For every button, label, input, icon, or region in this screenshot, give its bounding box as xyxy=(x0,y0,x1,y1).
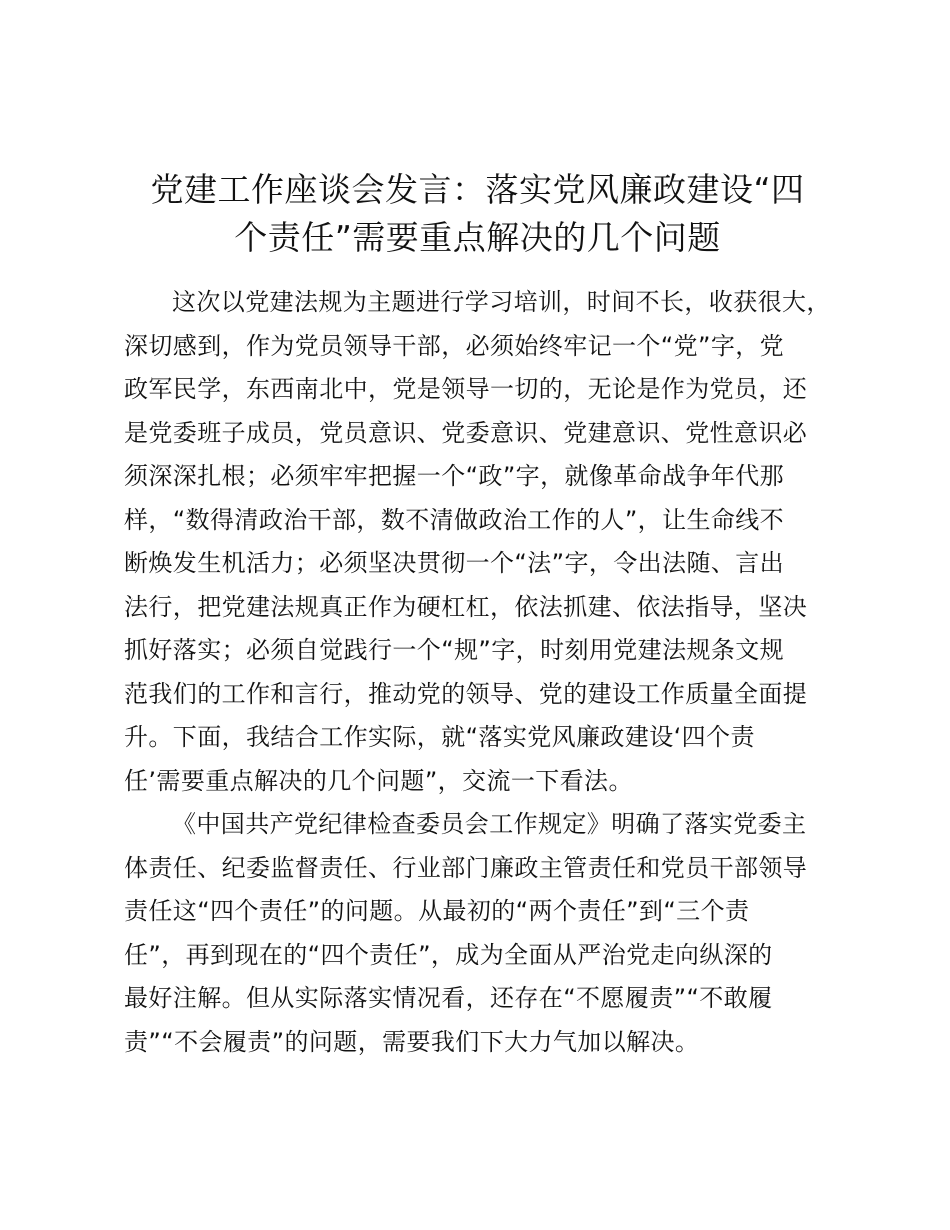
paragraph-line: 任’需要重点解决的几个问题”，交流一下看法。 xyxy=(124,766,633,795)
paragraph-line: 深切感到，作为党员领导干部，必须始终牢记一个“党”字，党 xyxy=(124,331,785,360)
paragraph-line: 《中国共产党纪律检查委员会工作规定》明确了落实党委主 xyxy=(172,810,807,838)
paragraph-line: 责”“不会履责”的问题，需要我们下大力气加以解决。 xyxy=(124,1027,700,1056)
paragraph-2 xyxy=(124,803,836,1064)
title-line: 党建工作座谈会发言：落实党风廉政建设“四 xyxy=(150,170,805,209)
document-title xyxy=(120,166,835,262)
paragraph-line: 是党委班子成员，党员意识、党委意识、党建意识、党性意识必 xyxy=(124,418,808,447)
paragraph-line: 范我们的工作和言行，推动党的领导、党的建设工作质量全面提 xyxy=(124,679,808,708)
paragraph-line: 升。下面，我结合工作实际，就“落实党风廉政建设‘四个责 xyxy=(124,723,755,751)
title-line: 个责任”需要重点解决的几个问题 xyxy=(234,218,721,257)
document-body xyxy=(124,281,836,1064)
paragraph-line: 任”，再到现在的“四个责任”，成为全面从严治党走向纵深的 xyxy=(124,940,773,969)
paragraph-line: 法行，把党建法规真正作为硬杠杠，依法抓建、依法指导，坚决 xyxy=(124,592,808,621)
paragraph-line: 抓好落实；必须自觉践行一个“规”字，时刻用党建法规条文规 xyxy=(124,636,785,664)
paragraph-1 xyxy=(124,281,836,803)
paragraph-line: 最好注解。但从实际落实情况看，还存在“不愿履责”“不敢履 xyxy=(124,984,773,1012)
paragraph-line: 断焕发生机活力；必须坚决贯彻一个“法”字，令出法随、言出 xyxy=(124,549,785,577)
paragraph-line: 政军民学，东西南北中，党是领导一切的，无论是作为党员，还 xyxy=(124,375,808,403)
paragraph-line: 责任这“四个责任”的问题。从最初的“两个责任”到“三个责 xyxy=(124,897,750,925)
paragraph-line: 须深深扎根；必须牢牢把握一个“政”字，就像革命战争年代那 xyxy=(124,462,785,490)
paragraph-line: 体责任、纪委监督责任、行业部门廉政主管责任和党员干部领导 xyxy=(124,853,808,882)
paragraph-line: 这次以党建法规为主题进行学习培训，时间不长，收获很大， xyxy=(172,288,831,316)
paragraph-line: 样，“数得清政治干部，数不清做政治工作的人”，让生命线不 xyxy=(124,505,785,534)
